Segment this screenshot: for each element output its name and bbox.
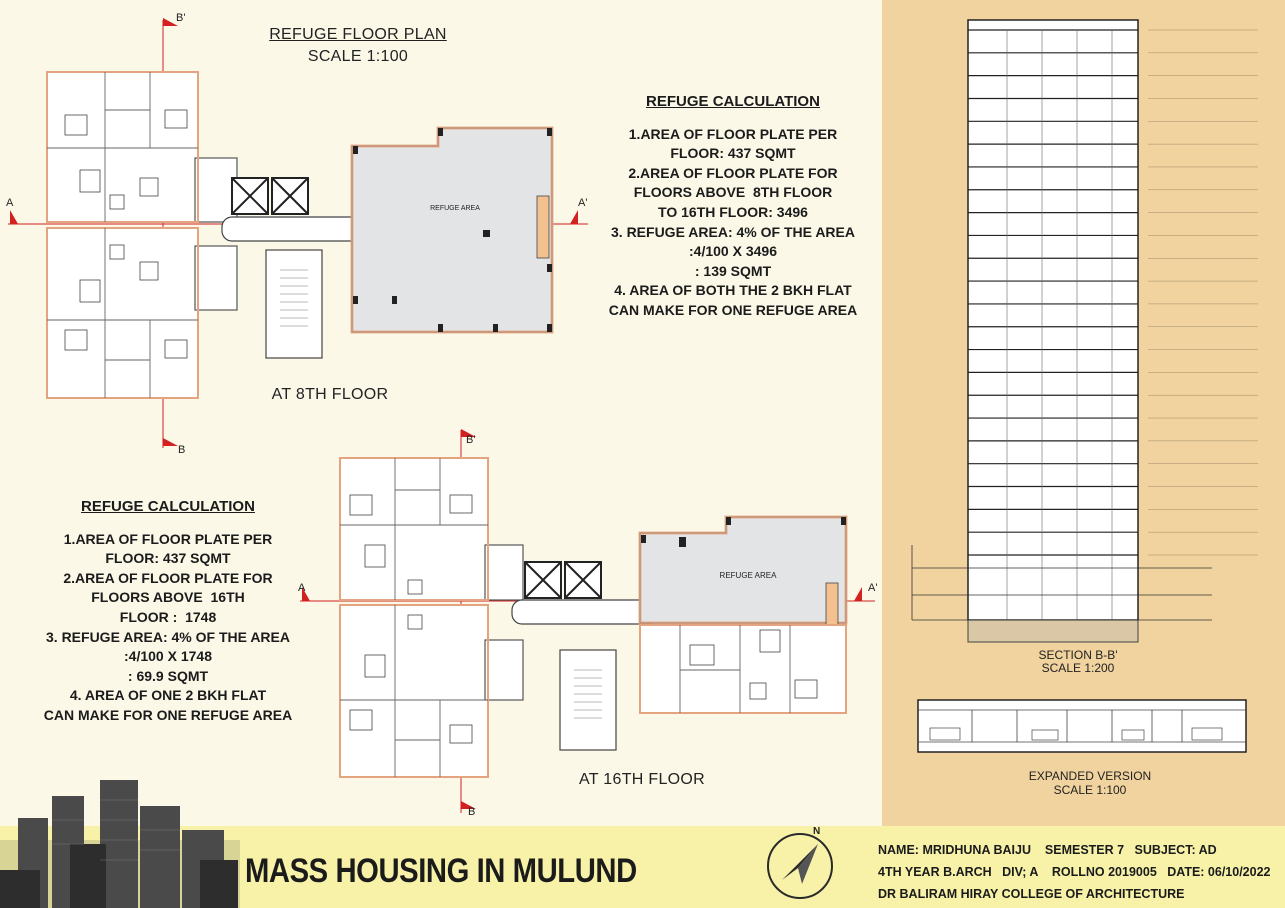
plan1-stair bbox=[266, 250, 322, 358]
plan2-caption: AT 16TH FLOOR bbox=[578, 771, 705, 788]
calc2-line: FLOOR: 437 SQMT bbox=[105, 550, 231, 567]
plan1-refuge-balcony bbox=[537, 196, 549, 258]
marker-a-prime-arrow bbox=[570, 210, 578, 224]
marker-a: A bbox=[6, 197, 14, 209]
plan1-flats bbox=[47, 72, 237, 398]
info-line1: NAME: MRIDHUNA BAIJU SEMESTER 7 SUBJECT: AD bbox=[878, 843, 1217, 857]
calc1-block bbox=[592, 92, 874, 321]
info-line3: DR BALIRAM HIRAY COLLEGE OF ARCHITECTURE bbox=[878, 887, 1185, 901]
skyline-graphic bbox=[0, 760, 240, 908]
plan1-refuge-room bbox=[352, 128, 552, 332]
calc1-line: TO 16TH FLOOR: 3496 bbox=[658, 203, 808, 220]
calc1-line: 1.AREA OF FLOOR PLATE PER bbox=[628, 125, 838, 142]
section-foundation bbox=[968, 620, 1138, 642]
calc1-line: FLOOR: 437 SQMT bbox=[670, 145, 796, 162]
calc1-line: : 139 SQMT bbox=[694, 262, 772, 279]
plan1-caption: AT 8TH FLOOR bbox=[271, 386, 389, 403]
plan2-flat-right bbox=[640, 625, 846, 713]
calc2-line: FLOORS ABOVE 16TH bbox=[91, 589, 245, 606]
calc2-heading: REFUGE CALCULATION bbox=[81, 498, 255, 515]
plan2-flats bbox=[340, 458, 523, 777]
calc1-line: 4. AREA OF BOTH THE 2 BKH FLAT bbox=[614, 282, 852, 299]
flat-upper bbox=[47, 72, 198, 222]
north-arrow-icon bbox=[760, 826, 840, 906]
marker-a-arrow bbox=[10, 210, 18, 224]
kitchen-upper bbox=[195, 158, 237, 222]
calc2-line: FLOOR : 1748 bbox=[119, 608, 217, 625]
calc2-line: 1.AREA OF FLOOR PLATE PER bbox=[63, 530, 273, 547]
plan2-lobby bbox=[512, 600, 660, 624]
calc2-block bbox=[28, 497, 308, 726]
marker-b-arrow bbox=[163, 438, 178, 446]
north-label: N bbox=[813, 826, 821, 837]
project-title: MASS HOUSING IN MULUND bbox=[245, 852, 637, 890]
plan1-lobby bbox=[222, 217, 364, 241]
expanded-title: EXPANDED VERSION bbox=[1028, 769, 1152, 783]
tower-outline bbox=[968, 20, 1138, 620]
calc1-line: FLOORS ABOVE 8TH FLOOR bbox=[633, 184, 833, 201]
calc1-line: 3. REFUGE AREA: 4% OF THE AREA bbox=[611, 223, 855, 240]
marker-a-prime: A' bbox=[868, 582, 878, 594]
kitchen-lower bbox=[195, 246, 237, 310]
calc2-line: 3. REFUGE AREA: 4% OF THE AREA bbox=[46, 628, 290, 645]
flat-lower bbox=[47, 228, 198, 398]
expanded-section bbox=[918, 700, 1246, 752]
section-tower bbox=[968, 20, 1258, 620]
plan2-drawing bbox=[290, 425, 880, 820]
marker-b: B bbox=[468, 806, 476, 818]
marker-a-prime: A' bbox=[578, 197, 588, 209]
marker-b: B bbox=[178, 444, 186, 456]
plan2-stair bbox=[560, 650, 616, 750]
plan1-title: REFUGE FLOOR PLAN bbox=[269, 26, 447, 43]
calc2-line: CAN MAKE FOR ONE REFUGE AREA bbox=[43, 706, 293, 723]
section-scale: SCALE 1:200 bbox=[1041, 661, 1115, 675]
calc2-line: 4. AREA OF ONE 2 BKH FLAT bbox=[69, 687, 267, 704]
calc1-heading: REFUGE CALCULATION bbox=[646, 93, 820, 110]
plan1-refuge-label: REFUGE AREA bbox=[430, 205, 480, 212]
calc2-line: : 69.9 SQMT bbox=[127, 667, 209, 684]
plan1-scale: SCALE 1:100 bbox=[307, 48, 409, 65]
plan2-lift-core bbox=[525, 562, 601, 598]
marker-a: A bbox=[298, 582, 306, 594]
marker-b-prime: B' bbox=[466, 434, 476, 446]
plan1-lift-core bbox=[232, 178, 308, 214]
calc1-line: CAN MAKE FOR ONE REFUGE AREA bbox=[608, 301, 858, 318]
info-line2: 4TH YEAR B.ARCH DIV; A ROLLNO 2019005 DATE: 06/10/2022 bbox=[878, 865, 1271, 879]
calc2-line: 2.AREA OF FLOOR PLATE FOR bbox=[63, 569, 273, 586]
section-drawing bbox=[882, 0, 1285, 826]
plan2-refuge-label: REFUGE AREA bbox=[719, 571, 777, 580]
marker-b-prime: B' bbox=[176, 12, 186, 24]
section-title: SECTION B-B' bbox=[1038, 648, 1118, 662]
calc2-line: :4/100 X 1748 bbox=[124, 648, 212, 665]
calc1-line: :4/100 X 3496 bbox=[689, 243, 777, 260]
calc1-line: 2.AREA OF FLOOR PLATE FOR bbox=[628, 164, 838, 181]
expanded-scale: SCALE 1:100 bbox=[1053, 783, 1127, 797]
